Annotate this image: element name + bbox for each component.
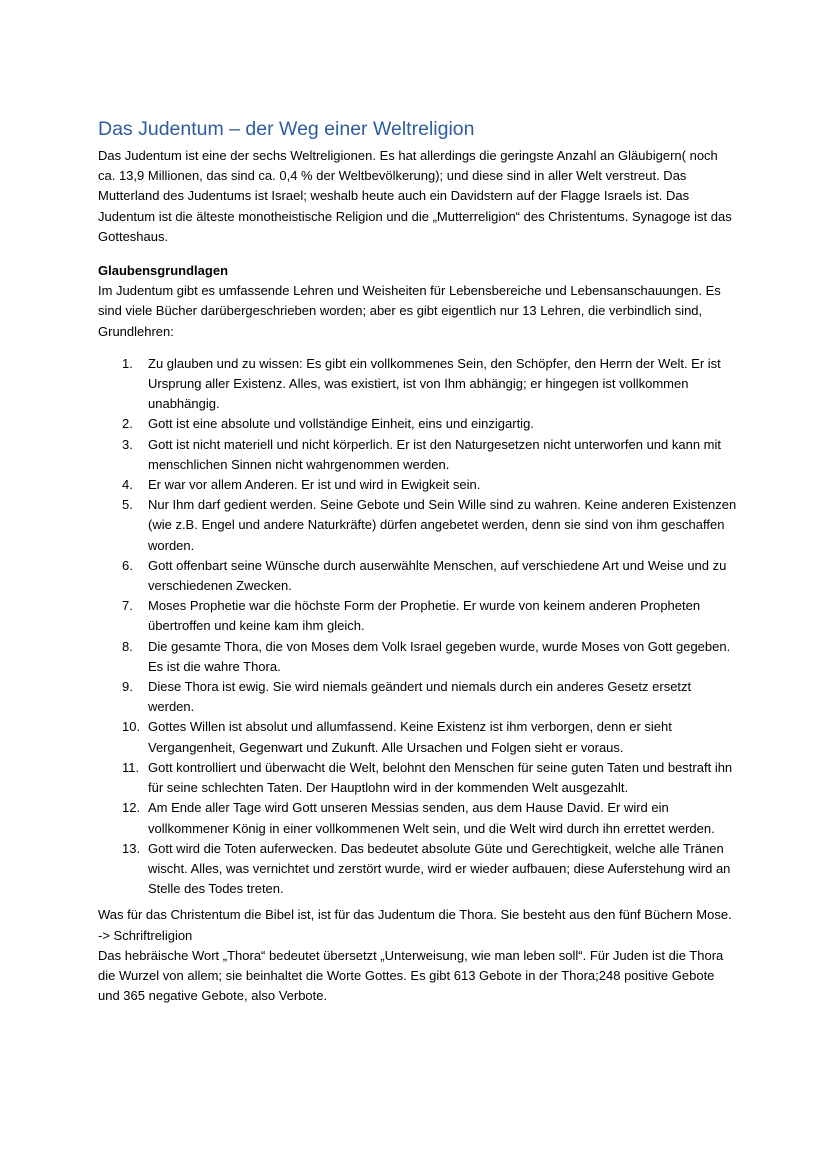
- principle-item: [98, 677, 738, 717]
- principle-item: [98, 435, 738, 475]
- principle-text: Nur Ihm darf gedient werden. Seine Gebote und Sein Wille sind zu wahren. Keine anderen Existenzen (wie z.B. Engel und andere Naturkräfte) dürfen angebetet werden, denn sie sind von ihm geschaffen worden.: [148, 497, 737, 553]
- closing-paragraph-1: Was für das Christentum die Bibel ist, ist für das Judentum die Thora. Sie besteht aus den fünf Büchern Mose. -> Schriftreligion: [98, 907, 732, 943]
- principle-item: [98, 475, 738, 495]
- section-intro-paragraph: Im Judentum gibt es umfassende Lehren und Weisheiten für Lebensbereiche und Lebensanschauungen. Es sind viele Bücher darübergeschrieben worden; aber es gibt eigentlich nur 13 Lehren, die verbindlich sind, Grundlehren:: [98, 283, 721, 339]
- principle-number: 9.: [122, 679, 133, 695]
- principle-text: Gott wird die Toten auferwecken. Das bedeutet absolute Güte und Gerechtigkeit, welche alle Tränen wischt. Alles, was vernichtet und zerstört wurde, wird er wieder aufbauen; diese Auferstehung wird an Stelle des Todes treten.: [148, 840, 731, 897]
- principle-text: Gottes Willen ist absolut und allumfassend. Keine Existenz ist ihm verborgen, denn er sieht Vergangenheit, Gegenwart und Zukunft. Alle Ursachen und Folgen sieht er voraus.: [148, 719, 672, 755]
- principle-number: 5.: [122, 497, 133, 513]
- principle-number: 1.: [122, 355, 133, 371]
- page-title: Das Judentum – der Weg einer Weltreligion: [98, 118, 475, 140]
- principle-item: [98, 758, 738, 798]
- principle-number: 13.: [122, 840, 141, 856]
- principle-number: 11.: [122, 759, 140, 775]
- principle-number: 6.: [122, 557, 133, 573]
- principle-text: Gott kontrolliert und überwacht die Welt, belohnt den Menschen für seine guten Taten und bestraft ihn für seine schlechten Taten. Der Hauptlohn wird in der kommenden Welt ausgezahlt.: [148, 759, 733, 796]
- principle-text: Diese Thora ist ewig. Sie wird niemals geändert und niemals durch ein anderes Gesetz ersetzt werden.: [148, 679, 692, 715]
- principle-item: [98, 839, 738, 900]
- principle-text: Gott ist nicht materiell und nicht körperlich. Er ist den Naturgesetzen nicht unterworfen und kann mit menschlichen Sinnen nicht wahrgenommen werden.: [148, 436, 722, 472]
- principle-item: [98, 798, 738, 838]
- principles-list: [98, 354, 738, 899]
- principle-item: [98, 717, 738, 757]
- principle-number: 7.: [122, 598, 133, 614]
- principle-item: [98, 414, 738, 434]
- section-heading: Glaubensgrundlagen: [98, 263, 229, 279]
- principle-number: 3.: [122, 436, 133, 452]
- principle-item: [98, 495, 738, 556]
- closing-paragraph-2: Das hebräische Wort „Thora“ bedeutet übersetzt „Unterweisung, wie man leben soll“. Für Juden ist die Thora die Wurzel von allem; sie beinhaltet die Worte Gottes. Es gibt 613 Gebote in der Thora;248 positive Gebote und 365 negative Gebote, also Verbote.: [98, 947, 724, 1004]
- principle-text: Gott offenbart seine Wünsche durch auserwählte Menschen, auf verschiedene Art und Weise und zu verschiedenen Zwecken.: [148, 557, 727, 594]
- principle-item: [98, 354, 738, 415]
- principle-number: 4.: [122, 477, 133, 493]
- principle-text: Zu glauben und zu wissen: Es gibt ein vollkommenes Sein, den Schöpfer, den Herrn der Welt. Er ist Ursprung aller Existenz. Alles, was existiert, ist von Ihm abhängig; er hingegen ist vollkommen unabhängig.: [148, 355, 721, 412]
- principle-text: Die gesamte Thora, die von Moses dem Volk Israel gegeben wurde, wurde Moses von Gott gegeben. Es ist die wahre Thora.: [148, 638, 731, 674]
- principle-text: Am Ende aller Tage wird Gott unseren Messias senden, aus dem Hause David. Er wird ein vollkommener König in einer vollkommenen Welt sein, und die Welt wird durch ihn errettet werden.: [148, 800, 715, 836]
- principle-item: [98, 556, 738, 596]
- principle-number: 8.: [122, 638, 133, 654]
- intro-paragraph: Das Judentum ist eine der sechs Weltreligionen. Es hat allerdings die geringste Anzahl an Gläubigern( noch ca. 13,9 Millionen, das sind ca. 0,4 % der Weltbevölkerung); und diese sind in aller Welt verstreut. Das Mutterland des Judentums ist Israel; weshalb heute auch ein Davidstern auf der Flagge Israels ist. Das Judentum ist die älteste monotheistische Religion und die „Mutterreligion“ des Christentums. Synagoge ist das Gotteshaus.: [98, 148, 732, 244]
- principle-number: 10.: [122, 719, 141, 735]
- principle-text: Er war vor allem Anderen. Er ist und wird in Ewigkeit sein.: [148, 477, 481, 493]
- principle-item: [98, 596, 738, 636]
- principle-text: Gott ist eine absolute und vollständige Einheit, eins und einzigartig.: [148, 416, 534, 432]
- principle-number: 2.: [122, 416, 133, 432]
- principle-item: [98, 637, 738, 677]
- document-content: [98, 116, 738, 1006]
- principle-text: Moses Prophetie war die höchste Form der Prophetie. Er wurde von keinem anderen Propheten übertroffen und keine kam ihm gleich.: [148, 598, 701, 634]
- principle-number: 12.: [122, 800, 141, 816]
